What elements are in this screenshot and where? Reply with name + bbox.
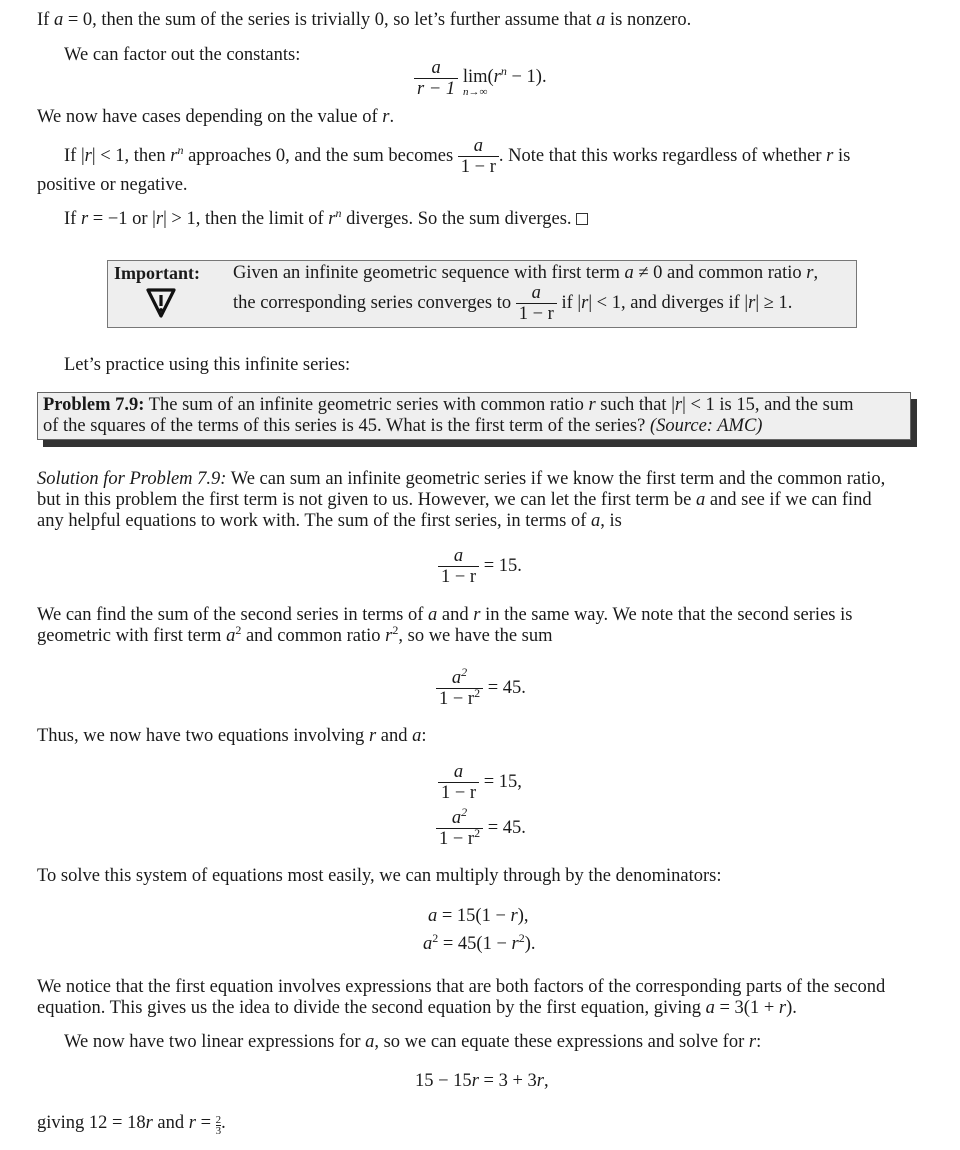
solution-line3: any helpful equations to work with. The sum of the first series, in terms of a, is [37, 511, 622, 531]
multiplied-equation-2: $a^2 = 45(1 - r^2)$. [423, 931, 536, 954]
cases-intro: We now have cases depending on the value of r. [37, 107, 395, 127]
equation-factor [414, 58, 547, 99]
practice-intro: Let’s practice using this infinite series: [64, 355, 351, 375]
notice-line2: equation. This gives us the idea to divide the second equation by the first equation, giving a = 3(1 + r). [37, 998, 797, 1018]
limit-body: $(r^n - 1)$. [487, 64, 547, 87]
warning-icon [144, 287, 178, 325]
system-equation-1: $\frac{a}{1 - r}$ = 15, [438, 762, 522, 803]
text: = 0, then the sum of the series is trivially 0, so let’s further assume that [63, 10, 597, 30]
solution-line1: Solution for Problem 7.9: We can sum an infinite geometric series if we know the first term and the common ratio, [37, 469, 886, 489]
second-series-line2: geometric with first term $a^2$ and common ratio $r^2$, so we have the sum [37, 623, 553, 646]
important-text-line2: the corresponding series converges to $\frac{a}{1 - r}$ if |r| < 1, and diverges if |r| ≥ 1. [233, 283, 793, 324]
var-a: a [596, 10, 606, 30]
multiplied-equation-1: a = 15(1 − r), [428, 906, 529, 926]
fraction-two-thirds: $\frac{2}{3}$ [215, 1114, 222, 1137]
notice-line1: We notice that the first equation involves expressions that are both factors of the corresponding parts of the second [37, 977, 886, 997]
factor-intro: We can factor out the constants: [64, 45, 301, 65]
solution-line2: but in this problem the first term is not given to us. However, we can let the first term be a and see if we can find [37, 490, 872, 510]
limit-operator [463, 67, 488, 97]
paragraph-a-zero [37, 9, 691, 31]
text: is nonzero. [605, 10, 692, 30]
system-equation-2: $\frac{a^2}{1 - r^2}$ = 45. [436, 808, 526, 849]
case-divergent: If r = −1 or |r| > 1, then the limit of $r^n$ diverges. So the sum diverges. [64, 208, 588, 230]
fraction [414, 58, 458, 99]
lim-subscript: n→∞ [462, 86, 488, 98]
problem-line2: of the squares of the terms of this series is 45. What is the first term of the series? (Source: AMC) [43, 416, 763, 436]
problem-label: Problem 7.9: [43, 395, 145, 415]
important-text-line1: Given an infinite geometric sequence with first term a ≠ 0 and common ratio r, [233, 263, 819, 283]
case-abs-r-less-than-1: If |r| < 1, then $r^n$ approaches 0, and the sum becomes $\frac{a}{1 - r}$ . Note that this works regardless of whether r is [64, 136, 851, 177]
solution-label: Solution for Problem 7.9: [37, 469, 227, 489]
text: If [37, 10, 54, 30]
important-label: Important: [114, 263, 200, 283]
second-series-line1: We can find the sum of the second series in terms of a and r in the same way. We note that the second series is [37, 605, 853, 625]
problem-box [37, 392, 911, 440]
multiply-intro: To solve this system of equations most easily, we can multiply through by the denominators: [37, 866, 722, 886]
problem-line1: Problem 7.9: The sum of an infinite geometric series with common ratio r such that |r| < 1 is 15, and the sum [43, 395, 854, 415]
qed-square-icon [576, 213, 588, 225]
numerator: a [431, 58, 441, 78]
giving-line: giving 12 = 18r and r = $\frac{2}{3}$ . [37, 1113, 226, 1137]
lim-text: lim [462, 67, 488, 87]
var-a: a [53, 10, 64, 30]
equation-first-sum: $\frac{a}{1 - r}$ = 15. [438, 546, 522, 587]
linear-expressions-line: We now have two linear expressions for a, so we can equate these expressions and solve for r: [64, 1032, 762, 1052]
fraction: $\frac{a}{1 - r}$ [458, 136, 499, 177]
thus-line: Thus, we now have two equations involving r and a: [37, 726, 427, 746]
denominator: r − 1 [414, 78, 458, 99]
case-line2: positive or negative. [37, 175, 188, 195]
equation-second-sum: $\frac{a^2}{1 - r^2}$ = 45. [436, 668, 526, 709]
equation-linear: 15 − 15r = 3 + 3r, [415, 1071, 549, 1091]
problem-source: (Source: AMC) [649, 416, 763, 436]
important-callout [107, 260, 857, 328]
fraction: $\frac{a}{1 - r}$ [516, 283, 557, 324]
